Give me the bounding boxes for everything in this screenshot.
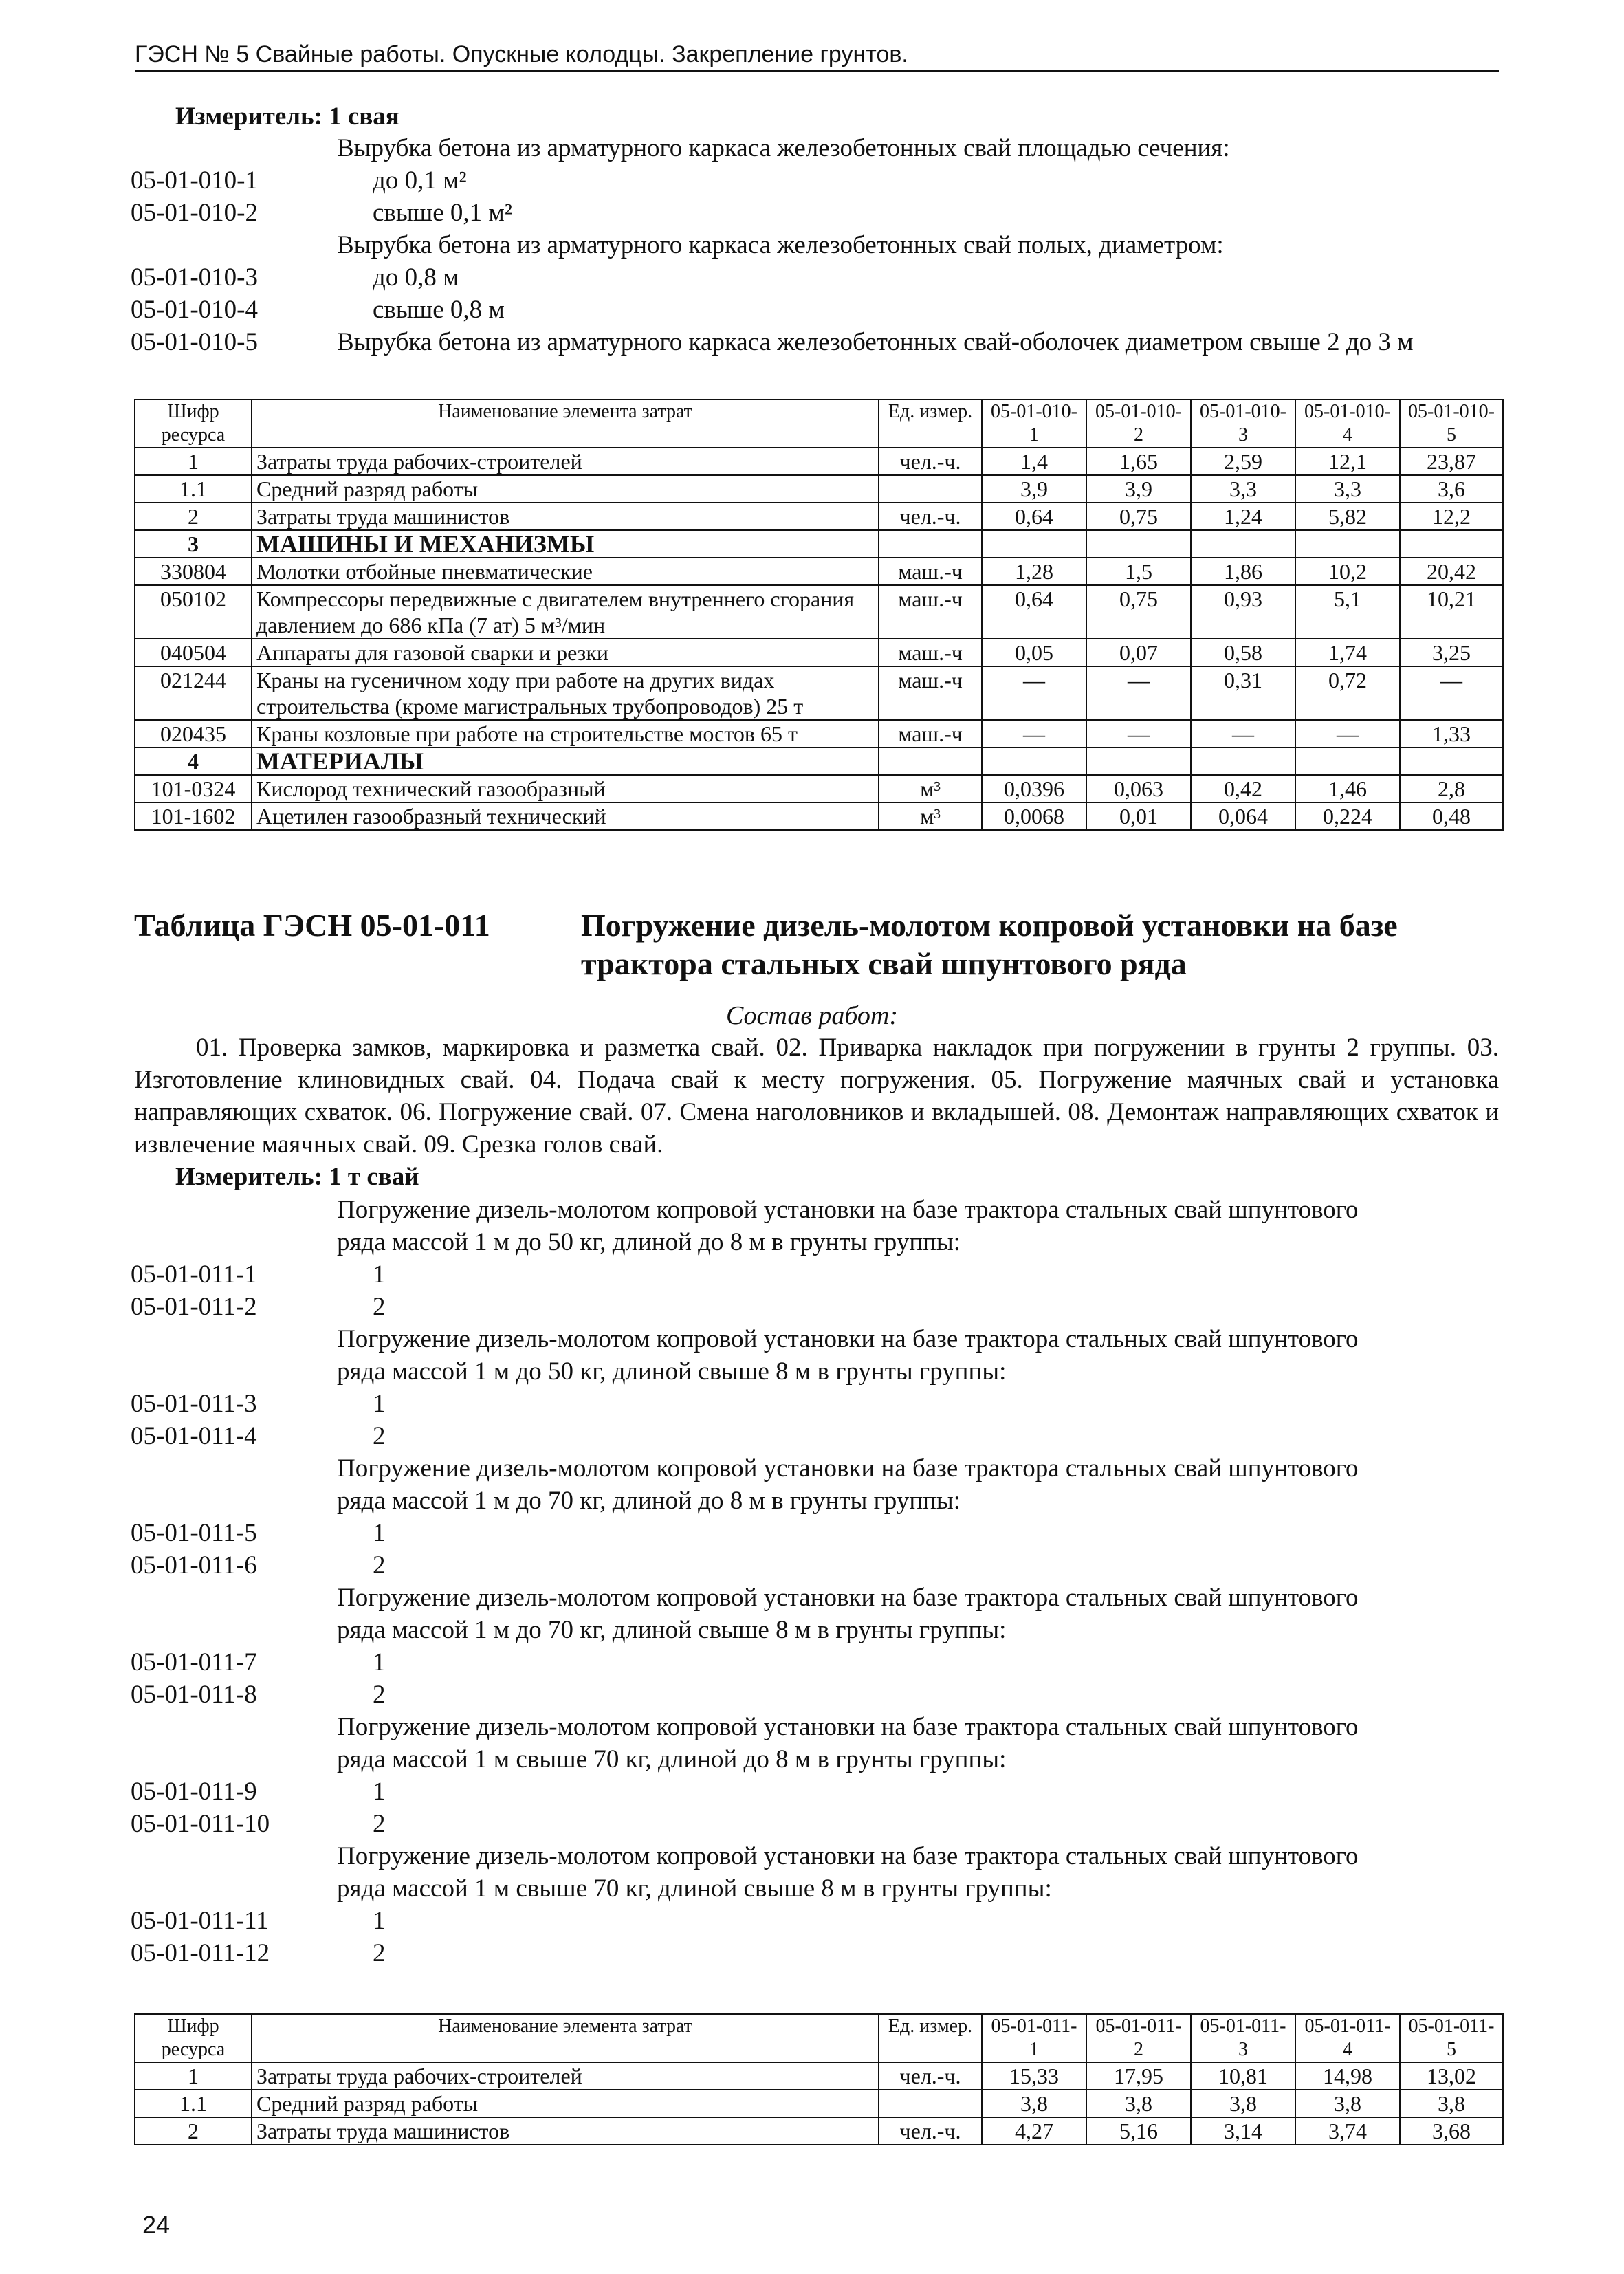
unit: маш.-ч	[879, 666, 982, 720]
resource-name: Средний разряд работы	[252, 475, 879, 503]
column-header: Шифр ресурса	[135, 2014, 252, 2062]
measure-label-2: Измеритель: 1 т свай	[175, 1163, 419, 1191]
table-row	[135, 802, 1503, 830]
column-header: 05-01-011-4	[1295, 2014, 1400, 2062]
column-header: 05-01-010-3	[1191, 400, 1295, 448]
value-cell: 0,75	[1086, 503, 1191, 530]
running-header: ГЭСН № 5 Свайные работы. Опускные колодцы. Закрепление грунтов.	[135, 40, 1499, 72]
value-cell: 10,81	[1191, 2062, 1295, 2090]
value-cell: 12,2	[1400, 503, 1503, 530]
resource-name: Затраты труда машинистов	[252, 503, 879, 530]
value-cell: 3,3	[1191, 475, 1295, 503]
value-cell: 5,1	[1295, 585, 1400, 639]
composition-title: Состав работ:	[725, 1001, 899, 1030]
value-cell: 10,2	[1295, 558, 1400, 585]
table-header-row	[135, 2014, 1503, 2062]
line-text: Вырубка бетона из арматурного каркаса железобетонных свай площадью сечения:	[337, 134, 1230, 162]
unit	[879, 475, 982, 503]
line-text: 2	[373, 1293, 386, 1321]
unit: маш.-ч	[879, 720, 982, 747]
line-text: Вырубка бетона из арматурного каркаса железобетонных свай полых, диаметром:	[337, 231, 1224, 259]
table-row	[135, 639, 1503, 666]
value-cell: 0,42	[1191, 775, 1295, 802]
line-code: 05-01-011-3	[131, 1390, 257, 1418]
value-cell: 20,42	[1400, 558, 1503, 585]
line-text: Погружение дизель-молотом копровой установки на базе трактора стальных свай шпунтового	[337, 1584, 1359, 1612]
table-row	[135, 747, 1503, 775]
value-cell: 0,48	[1400, 802, 1503, 830]
resource-name: Затраты труда рабочих-строителей	[252, 448, 879, 475]
value-cell: 3,3	[1295, 475, 1400, 503]
column-header: 05-01-011-2	[1086, 2014, 1191, 2062]
resource-code: 1.1	[135, 475, 252, 503]
value-cell: 0,07	[1086, 639, 1191, 666]
line-code: 05-01-011-12	[131, 1939, 270, 1967]
column-header: Наименование элемента затрат	[252, 400, 879, 448]
value-cell: 23,87	[1400, 448, 1503, 475]
resource-code: 050102	[135, 585, 252, 639]
line-code: 05-01-011-7	[131, 1648, 257, 1676]
column-header: 05-01-010-4	[1295, 400, 1400, 448]
line-text: 1	[373, 1778, 386, 1806]
unit: чел.-ч.	[879, 2062, 982, 2090]
resource-name: Краны козловые при работе на строительстве мостов 65 т	[252, 720, 879, 747]
value-cell: 1,4	[982, 448, 1086, 475]
value-cell: 5,16	[1086, 2117, 1191, 2145]
table-title: Таблица ГЭСН 05-01-011	[134, 908, 490, 943]
unit	[879, 2090, 982, 2117]
composition-text: 01. Проверка замков, маркировка и разметка свай. 02. Приварка накладок при погружении в грунты 2 группы. 03. Изготовление клиновидных свай. 04. Подача свай к месту погружения. 05. Погружение маячных свай и установка направляющих схваток. 06. Погружение свай. 07. Смена наголовников и вкладышей. 08. Демонтаж направляющих схваток и извлечение маячных свай. 09. Срезка голов свай.	[134, 1034, 1499, 1159]
column-header: Наименование элемента затрат	[252, 2014, 879, 2062]
table-row	[135, 475, 1503, 503]
value-cell: 0,0068	[982, 802, 1086, 830]
resource-name: Молотки отбойные пневматические	[252, 558, 879, 585]
value-cell: 3,14	[1191, 2117, 1295, 2145]
unit: м³	[879, 802, 982, 830]
line-text: до 0,1 м²	[373, 166, 467, 195]
value-cell: 12,1	[1295, 448, 1400, 475]
value-cell	[1400, 530, 1503, 558]
line-code: 05-01-011-10	[131, 1810, 270, 1838]
column-header: 05-01-011-1	[982, 2014, 1086, 2062]
line-text: 2	[373, 1551, 386, 1579]
unit: маш.-ч	[879, 585, 982, 639]
value-cell: 1,86	[1191, 558, 1295, 585]
resource-name: МАТЕРИАЛЫ	[252, 747, 879, 775]
table-row	[135, 585, 1503, 639]
line-text: свыше 0,8 м	[373, 296, 505, 324]
resource-code: 1	[135, 2062, 252, 2090]
resource-name: Кислород технический газообразный	[252, 775, 879, 802]
line-code: 05-01-010-4	[131, 296, 258, 324]
line-code: 05-01-011-5	[131, 1519, 257, 1547]
value-cell: 0,0396	[982, 775, 1086, 802]
page-number: 24	[142, 2211, 171, 2239]
value-cell: 1,33	[1400, 720, 1503, 747]
line-text: Погружение дизель-молотом копровой установки на базе трактора стальных свай шпунтового	[337, 1842, 1359, 1870]
value-cell	[1400, 747, 1503, 775]
value-cell: 3,8	[982, 2090, 1086, 2117]
value-cell: 0,31	[1191, 666, 1295, 720]
value-cell: 13,02	[1400, 2062, 1503, 2090]
value-cell	[1191, 530, 1295, 558]
resource-code: 4	[135, 747, 252, 775]
line-code: 05-01-010-1	[131, 166, 258, 195]
unit	[879, 747, 982, 775]
column-header: 05-01-010-1	[982, 400, 1086, 448]
line-text: 2	[373, 1681, 386, 1709]
resource-name: Затраты труда рабочих-строителей	[252, 2062, 879, 2090]
unit: чел.-ч.	[879, 448, 982, 475]
value-cell: 1,28	[982, 558, 1086, 585]
value-cell	[1295, 530, 1400, 558]
table-row	[135, 503, 1503, 530]
line-text: 1	[373, 1648, 386, 1676]
resource-name: Средний разряд работы	[252, 2090, 879, 2117]
value-cell: 0,75	[1086, 585, 1191, 639]
column-header: 05-01-011-5	[1400, 2014, 1503, 2062]
table-row	[135, 720, 1503, 747]
line-code: 05-01-011-1	[131, 1260, 257, 1289]
value-cell	[1086, 747, 1191, 775]
unit: маш.-ч	[879, 639, 982, 666]
value-cell	[982, 747, 1086, 775]
line-text: Вырубка бетона из арматурного каркаса железобетонных свай-оболочек диаметром свыше 2 до 3 м	[337, 328, 1414, 356]
resource-name: Компрессоры передвижные с двигателем внутреннего сгорания давлением до 686 кПа (7 ат) 5 м³/мин	[252, 585, 879, 639]
value-cell: 4,27	[982, 2117, 1086, 2145]
value-cell: 0,224	[1295, 802, 1400, 830]
value-cell: 0,72	[1295, 666, 1400, 720]
line-text: Погружение дизель-молотом копровой установки на базе трактора стальных свай шпунтового	[337, 1454, 1359, 1483]
value-cell: —	[1191, 720, 1295, 747]
value-cell: 3,9	[1086, 475, 1191, 503]
value-cell: 2,59	[1191, 448, 1295, 475]
value-cell: 3,8	[1191, 2090, 1295, 2117]
line-text: Погружение дизель-молотом копровой установки на базе трактора стальных свай шпунтового	[337, 1196, 1359, 1224]
value-cell: 0,58	[1191, 639, 1295, 666]
column-header: 05-01-011-3	[1191, 2014, 1295, 2062]
line-code: 05-01-011-2	[131, 1293, 257, 1321]
line-code: 05-01-011-8	[131, 1681, 257, 1709]
value-cell: 0,063	[1086, 775, 1191, 802]
value-cell: 1,46	[1295, 775, 1400, 802]
line-text: ряда массой 1 м до 70 кг, длиной свыше 8 м в грунты группы:	[337, 1616, 1007, 1644]
resource-name: Аппараты для газовой сварки и резки	[252, 639, 879, 666]
value-cell: 3,74	[1295, 2117, 1400, 2145]
value-cell: 0,064	[1191, 802, 1295, 830]
measure-label: Измеритель: 1 свая	[175, 102, 399, 131]
column-header: 05-01-010-2	[1086, 400, 1191, 448]
line-code: 05-01-010-5	[131, 328, 258, 356]
value-cell: 3,8	[1400, 2090, 1503, 2117]
value-cell: 0,64	[982, 585, 1086, 639]
value-cell: 15,33	[982, 2062, 1086, 2090]
value-cell: —	[982, 666, 1086, 720]
value-cell: —	[1086, 720, 1191, 747]
unit: м³	[879, 775, 982, 802]
table-row	[135, 666, 1503, 720]
line-text: ряда массой 1 м до 50 кг, длиной свыше 8 м в грунты группы:	[337, 1357, 1007, 1386]
resource-code: 3	[135, 530, 252, 558]
resource-name: Затраты труда машинистов	[252, 2117, 879, 2145]
value-cell	[1086, 530, 1191, 558]
line-text: 2	[373, 1810, 386, 1838]
resource-name: Краны на гусеничном ходу при работе на других видах строительства (кроме магистральных трубопроводов) 25 т	[252, 666, 879, 720]
value-cell: 0,05	[982, 639, 1086, 666]
value-cell: 0,64	[982, 503, 1086, 530]
resource-code: 1.1	[135, 2090, 252, 2117]
resource-name: МАШИНЫ И МЕХАНИЗМЫ	[252, 530, 879, 558]
value-cell: 3,9	[982, 475, 1086, 503]
resource-table-011	[134, 2013, 1504, 2145]
table-row	[135, 2117, 1503, 2145]
line-text: Погружение дизель-молотом копровой установки на базе трактора стальных свай шпунтового	[337, 1713, 1359, 1741]
resource-code: 1	[135, 448, 252, 475]
line-text: 1	[373, 1260, 386, 1289]
value-cell: 1,74	[1295, 639, 1400, 666]
resource-name: Ацетилен газообразный технический	[252, 802, 879, 830]
line-text: ряда массой 1 м до 70 кг, длиной до 8 м в грунты группы:	[337, 1487, 961, 1515]
column-header: 05-01-010-5	[1400, 400, 1503, 448]
value-cell: 0,01	[1086, 802, 1191, 830]
resource-code: 101-0324	[135, 775, 252, 802]
line-text: 2	[373, 1939, 386, 1967]
unit: чел.-ч.	[879, 2117, 982, 2145]
value-cell: 3,68	[1400, 2117, 1503, 2145]
value-cell: —	[1295, 720, 1400, 747]
line-text: до 0,8 м	[373, 263, 459, 292]
line-code: 05-01-010-3	[131, 263, 258, 292]
value-cell: 3,8	[1086, 2090, 1191, 2117]
value-cell: —	[1400, 666, 1503, 720]
resource-code: 2	[135, 503, 252, 530]
column-header: Ед. измер.	[879, 400, 982, 448]
value-cell: —	[1086, 666, 1191, 720]
line-code: 05-01-010-2	[131, 199, 258, 227]
line-text: 1	[373, 1390, 386, 1418]
table-header-row	[135, 400, 1503, 448]
line-text: 1	[373, 1907, 386, 1935]
unit: чел.-ч.	[879, 503, 982, 530]
line-code: 05-01-011-11	[131, 1907, 269, 1935]
table-row	[135, 2090, 1503, 2117]
resource-table-010	[134, 399, 1504, 831]
table-row	[135, 558, 1503, 585]
column-header: Ед. измер.	[879, 2014, 982, 2062]
line-text: свыше 0,1 м²	[373, 199, 512, 227]
column-header: Шифр ресурса	[135, 400, 252, 448]
line-text: 1	[373, 1519, 386, 1547]
value-cell: 10,21	[1400, 585, 1503, 639]
line-text: Погружение дизель-молотом копровой установки на базе трактора стальных свай шпунтового	[337, 1325, 1359, 1353]
value-cell: 2,8	[1400, 775, 1503, 802]
line-text: ряда массой 1 м до 50 кг, длиной до 8 м в грунты группы:	[337, 1228, 961, 1256]
table-row	[135, 775, 1503, 802]
resource-code: 2	[135, 2117, 252, 2145]
value-cell: 3,8	[1295, 2090, 1400, 2117]
resource-code: 021244	[135, 666, 252, 720]
line-text: 2	[373, 1422, 386, 1450]
unit	[879, 530, 982, 558]
value-cell: —	[982, 720, 1086, 747]
value-cell	[1295, 747, 1400, 775]
value-cell: 14,98	[1295, 2062, 1400, 2090]
value-cell: 1,24	[1191, 503, 1295, 530]
line-text: ряда массой 1 м свыше 70 кг, длиной до 8 м в грунты группы:	[337, 1745, 1007, 1773]
line-text: ряда массой 1 м свыше 70 кг, длиной свыше 8 м в грунты группы:	[337, 1874, 1052, 1903]
value-cell: 3,6	[1400, 475, 1503, 503]
value-cell	[1191, 747, 1295, 775]
line-code: 05-01-011-6	[131, 1551, 257, 1579]
resource-code: 020435	[135, 720, 252, 747]
value-cell: 1,65	[1086, 448, 1191, 475]
table-name: Погружение дизель-молотом копровой установки на базе трактора стальных свай шпунтового ряда	[581, 908, 1398, 981]
resource-code: 101-1602	[135, 802, 252, 830]
value-cell: 0,93	[1191, 585, 1295, 639]
resource-code: 040504	[135, 639, 252, 666]
table-row	[135, 2062, 1503, 2090]
unit: маш.-ч	[879, 558, 982, 585]
table-row	[135, 448, 1503, 475]
line-code: 05-01-011-4	[131, 1422, 257, 1450]
value-cell	[982, 530, 1086, 558]
value-cell: 17,95	[1086, 2062, 1191, 2090]
value-cell: 5,82	[1295, 503, 1400, 530]
table-row	[135, 530, 1503, 558]
value-cell: 1,5	[1086, 558, 1191, 585]
value-cell: 3,25	[1400, 639, 1503, 666]
line-code: 05-01-011-9	[131, 1778, 257, 1806]
resource-code: 330804	[135, 558, 252, 585]
